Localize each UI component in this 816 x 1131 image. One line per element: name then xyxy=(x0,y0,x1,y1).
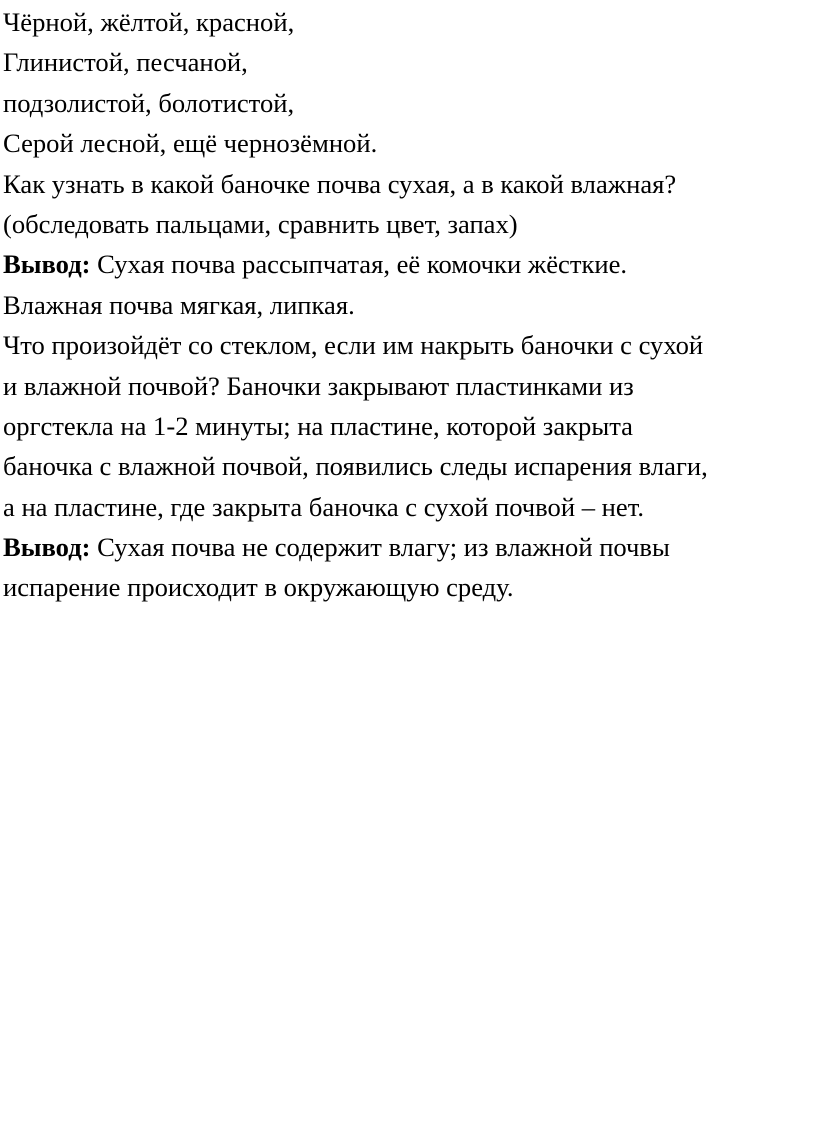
conclusion-label: Вывод: xyxy=(3,249,91,280)
conclusion-two-section xyxy=(3,527,815,608)
poem-section xyxy=(3,2,815,164)
conclusion-text: Сухая почва не содержит влагу; из влажной почвы xyxy=(90,532,670,563)
question-glass-section xyxy=(3,325,815,527)
question-hint-line: (обследовать пальцами, сравнить цвет, запах) xyxy=(3,208,518,239)
question-line: а на пластине, где закрыта баночка с сухой почвой – нет. xyxy=(3,491,644,522)
conclusion-one-section xyxy=(3,244,815,325)
question-line: и влажной почвой? Баночки закрывают пластинками из xyxy=(3,370,634,401)
conclusion-label: Вывод: xyxy=(3,532,91,563)
conclusion-text: Сухая почва рассыпчатая, её комочки жёсткие. xyxy=(90,249,628,280)
conclusion-line: Влажная почва мягкая, липкая. xyxy=(3,289,355,320)
question-line: оргстекла на 1-2 минуты; на пластине, которой закрыта xyxy=(3,410,633,441)
conclusion-line: испарение происходит в окружающую среду. xyxy=(3,572,514,603)
poem-line: подзолистой, болотистой, xyxy=(3,87,295,118)
poem-line: Чёрной, жёлтой, красной, xyxy=(3,7,295,37)
question-line: Как узнать в какой баночке почва сухая, а в какой влажная? xyxy=(3,168,677,199)
question-dry-wet-section xyxy=(3,164,815,245)
document-body xyxy=(3,2,815,608)
conclusion-line xyxy=(3,527,815,567)
conclusion-line xyxy=(3,244,815,284)
question-line: баночка с влажной почвой, появились следы испарения влаги, xyxy=(3,451,708,482)
question-line: Что произойдёт со стеклом, если им накрыть баночки с сухой xyxy=(3,330,704,361)
poem-line: Глинистой, песчаной, xyxy=(3,47,248,78)
poem-line: Серой лесной, ещё чернозёмной. xyxy=(3,128,378,159)
